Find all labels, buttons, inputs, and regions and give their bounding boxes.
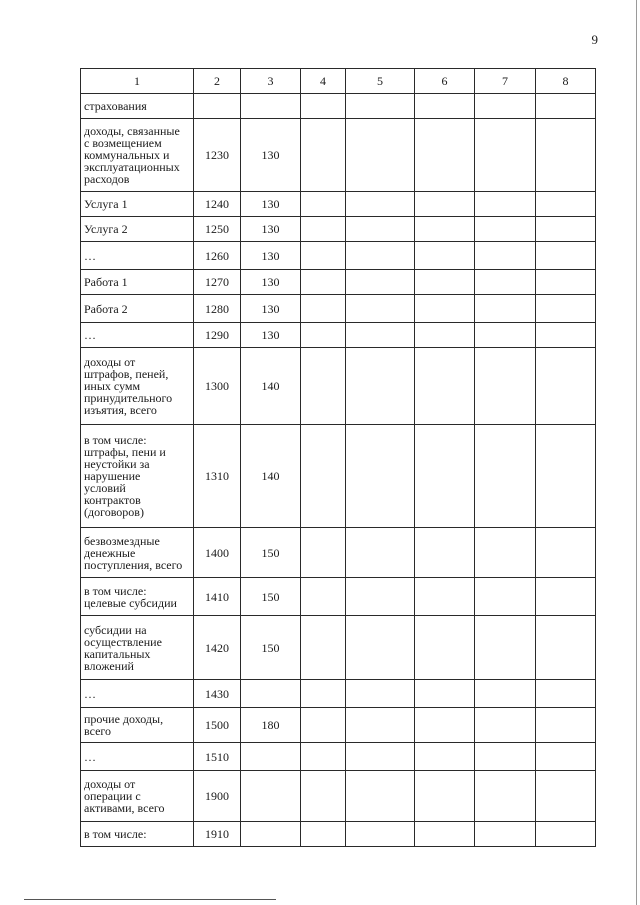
empty-value-cell (346, 242, 415, 270)
row-label (81, 94, 194, 119)
row-label-text: Работа 2 (84, 301, 128, 316)
row-kbk-code (241, 743, 301, 771)
empty-value-cell (346, 192, 415, 217)
row-label-text: … (84, 749, 96, 764)
empty-value-cell (415, 119, 475, 192)
empty-value-cell (536, 242, 596, 270)
row-kbk-code: 150 (241, 616, 301, 680)
empty-value-cell (536, 217, 596, 242)
empty-value-cell (346, 528, 415, 578)
empty-value-cell (536, 771, 596, 822)
empty-value-cell (301, 822, 346, 847)
table-row (81, 348, 596, 425)
empty-value-cell (415, 528, 475, 578)
row-label (81, 708, 194, 743)
empty-value-cell (475, 743, 536, 771)
empty-value-cell (475, 192, 536, 217)
empty-value-cell (346, 680, 415, 708)
empty-value-cell (536, 578, 596, 616)
row-kbk-code: 130 (241, 295, 301, 323)
row-label-text: … (84, 686, 96, 701)
table-row (81, 771, 596, 822)
row-label-text: доходы, связанные с возмещением коммунальных и эксплуатационных расходов (84, 124, 180, 186)
empty-value-cell (475, 348, 536, 425)
empty-value-cell (536, 425, 596, 528)
empty-value-cell (536, 94, 596, 119)
empty-value-cell (415, 425, 475, 528)
empty-value-cell (301, 771, 346, 822)
table-row (81, 270, 596, 295)
empty-value-cell (301, 425, 346, 528)
table-row (81, 119, 596, 192)
empty-value-cell (346, 425, 415, 528)
row-label-text: безвозмездные денежные поступления, всего (84, 533, 183, 572)
row-code: 1230 (194, 119, 241, 192)
row-label (81, 119, 194, 192)
empty-value-cell (301, 242, 346, 270)
row-label-text: Работа 1 (84, 275, 128, 289)
empty-value-cell (346, 743, 415, 771)
empty-value-cell (301, 295, 346, 323)
empty-value-cell (346, 771, 415, 822)
row-label (81, 680, 194, 708)
empty-value-cell (346, 270, 415, 295)
empty-value-cell (346, 119, 415, 192)
empty-value-cell (475, 295, 536, 323)
row-code: 1280 (194, 295, 241, 323)
table-row (81, 578, 596, 616)
table-row (81, 323, 596, 348)
row-label (81, 822, 194, 847)
empty-value-cell (346, 578, 415, 616)
empty-value-cell (346, 94, 415, 119)
row-label-text: доходы от штрафов, пеней, иных сумм принудительного изъятия, всего (84, 355, 173, 417)
income-table (80, 68, 596, 847)
row-label (81, 192, 194, 217)
empty-value-cell (301, 192, 346, 217)
row-kbk-code: 130 (241, 192, 301, 217)
row-label-text: в том числе: целевые субсидии (84, 583, 177, 610)
empty-value-cell (415, 771, 475, 822)
table-row (81, 822, 596, 847)
column-header: 6 (415, 69, 475, 94)
footnote-rule (24, 899, 276, 900)
empty-value-cell (475, 708, 536, 743)
empty-value-cell (536, 708, 596, 743)
table-row (81, 708, 596, 743)
empty-value-cell (475, 616, 536, 680)
empty-value-cell (536, 270, 596, 295)
row-kbk-code: 130 (241, 270, 301, 295)
empty-value-cell (415, 270, 475, 295)
row-label-text: Услуга 1 (84, 197, 128, 211)
empty-value-cell (415, 743, 475, 771)
empty-value-cell (301, 578, 346, 616)
empty-value-cell (301, 94, 346, 119)
column-header: 2 (194, 69, 241, 94)
row-label (81, 771, 194, 822)
row-label-text: в том числе: штрафы, пени и неустойки за нарушение условий контрактов (договоров) (84, 433, 166, 519)
column-header: 8 (536, 69, 596, 94)
column-header: 7 (475, 69, 536, 94)
row-label (81, 616, 194, 680)
row-label-text: … (84, 248, 96, 263)
row-code: 1430 (194, 680, 241, 708)
empty-value-cell (415, 94, 475, 119)
empty-value-cell (415, 323, 475, 348)
empty-value-cell (475, 217, 536, 242)
empty-value-cell (346, 217, 415, 242)
row-kbk-code: 150 (241, 578, 301, 616)
empty-value-cell (301, 743, 346, 771)
row-label-text: прочие доходы, всего (84, 712, 164, 738)
row-label (81, 743, 194, 771)
empty-value-cell (301, 323, 346, 348)
column-header: 4 (301, 69, 346, 94)
empty-value-cell (536, 295, 596, 323)
row-label (81, 528, 194, 578)
row-code: 1270 (194, 270, 241, 295)
table-row (81, 616, 596, 680)
empty-value-cell (346, 348, 415, 425)
empty-value-cell (536, 822, 596, 847)
table-row (81, 94, 596, 119)
page-number: 9 (591, 32, 598, 47)
table-row (81, 192, 596, 217)
row-label-text: в том числе: (84, 827, 147, 841)
empty-value-cell (346, 295, 415, 323)
row-code: 1240 (194, 192, 241, 217)
row-kbk-code (241, 771, 301, 822)
row-kbk-code (241, 822, 301, 847)
empty-value-cell (415, 295, 475, 323)
empty-value-cell (475, 323, 536, 348)
empty-value-cell (536, 743, 596, 771)
row-kbk-code: 150 (241, 528, 301, 578)
table-row (81, 743, 596, 771)
empty-value-cell (536, 119, 596, 192)
empty-value-cell (415, 192, 475, 217)
table-row (81, 242, 596, 270)
row-code: 1250 (194, 217, 241, 242)
empty-value-cell (475, 242, 536, 270)
empty-value-cell (346, 708, 415, 743)
row-code: 1500 (194, 708, 241, 743)
empty-value-cell (415, 578, 475, 616)
empty-value-cell (475, 119, 536, 192)
row-kbk-code: 130 (241, 242, 301, 270)
row-code (194, 94, 241, 119)
row-code: 1300 (194, 348, 241, 425)
empty-value-cell (415, 680, 475, 708)
empty-value-cell (536, 528, 596, 578)
row-kbk-code: 130 (241, 217, 301, 242)
empty-value-cell (536, 348, 596, 425)
row-code: 1410 (194, 578, 241, 616)
column-header: 5 (346, 69, 415, 94)
empty-value-cell (415, 242, 475, 270)
row-code: 1900 (194, 771, 241, 822)
row-code: 1400 (194, 528, 241, 578)
empty-value-cell (475, 528, 536, 578)
row-kbk-code: 130 (241, 323, 301, 348)
row-kbk-code: 180 (241, 708, 301, 743)
row-kbk-code: 140 (241, 425, 301, 528)
empty-value-cell (346, 323, 415, 348)
table-header-row (81, 69, 596, 94)
empty-value-cell (536, 323, 596, 348)
empty-value-cell (301, 616, 346, 680)
table-row (81, 528, 596, 578)
row-label-text: … (84, 328, 96, 342)
row-code: 1310 (194, 425, 241, 528)
row-kbk-code: 130 (241, 119, 301, 192)
empty-value-cell (415, 708, 475, 743)
empty-value-cell (415, 348, 475, 425)
empty-value-cell (536, 680, 596, 708)
row-code: 1290 (194, 323, 241, 348)
table-row (81, 295, 596, 323)
row-kbk-code (241, 680, 301, 708)
empty-value-cell (415, 822, 475, 847)
table-row (81, 680, 596, 708)
empty-value-cell (475, 425, 536, 528)
row-code: 1420 (194, 616, 241, 680)
column-header: 1 (81, 69, 194, 94)
empty-value-cell (475, 771, 536, 822)
row-label-text: страхования (84, 99, 147, 113)
row-label (81, 425, 194, 528)
row-kbk-code (241, 94, 301, 119)
empty-value-cell (301, 680, 346, 708)
empty-value-cell (301, 528, 346, 578)
row-label-text: Услуга 2 (84, 222, 128, 236)
row-label (81, 242, 194, 270)
empty-value-cell (301, 348, 346, 425)
row-label (81, 217, 194, 242)
row-code: 1910 (194, 822, 241, 847)
empty-value-cell (301, 708, 346, 743)
table-row (81, 217, 596, 242)
empty-value-cell (475, 94, 536, 119)
row-label (81, 295, 194, 323)
empty-value-cell (475, 578, 536, 616)
empty-value-cell (415, 616, 475, 680)
empty-value-cell (475, 680, 536, 708)
page-edge-line (636, 0, 637, 905)
row-label (81, 323, 194, 348)
empty-value-cell (475, 822, 536, 847)
empty-value-cell (301, 217, 346, 242)
empty-value-cell (415, 217, 475, 242)
empty-value-cell (536, 192, 596, 217)
empty-value-cell (346, 616, 415, 680)
row-label (81, 578, 194, 616)
table-row (81, 425, 596, 528)
empty-value-cell (475, 270, 536, 295)
row-code: 1510 (194, 743, 241, 771)
row-kbk-code: 140 (241, 348, 301, 425)
row-label (81, 270, 194, 295)
empty-value-cell (301, 270, 346, 295)
row-label (81, 348, 194, 425)
empty-value-cell (346, 822, 415, 847)
empty-value-cell (301, 119, 346, 192)
row-label-text: субсидии на осуществление капитальных вложений (84, 622, 162, 673)
row-label-text: доходы от операции с активами, всего (84, 777, 165, 815)
empty-value-cell (536, 616, 596, 680)
row-code: 1260 (194, 242, 241, 270)
column-header: 3 (241, 69, 301, 94)
